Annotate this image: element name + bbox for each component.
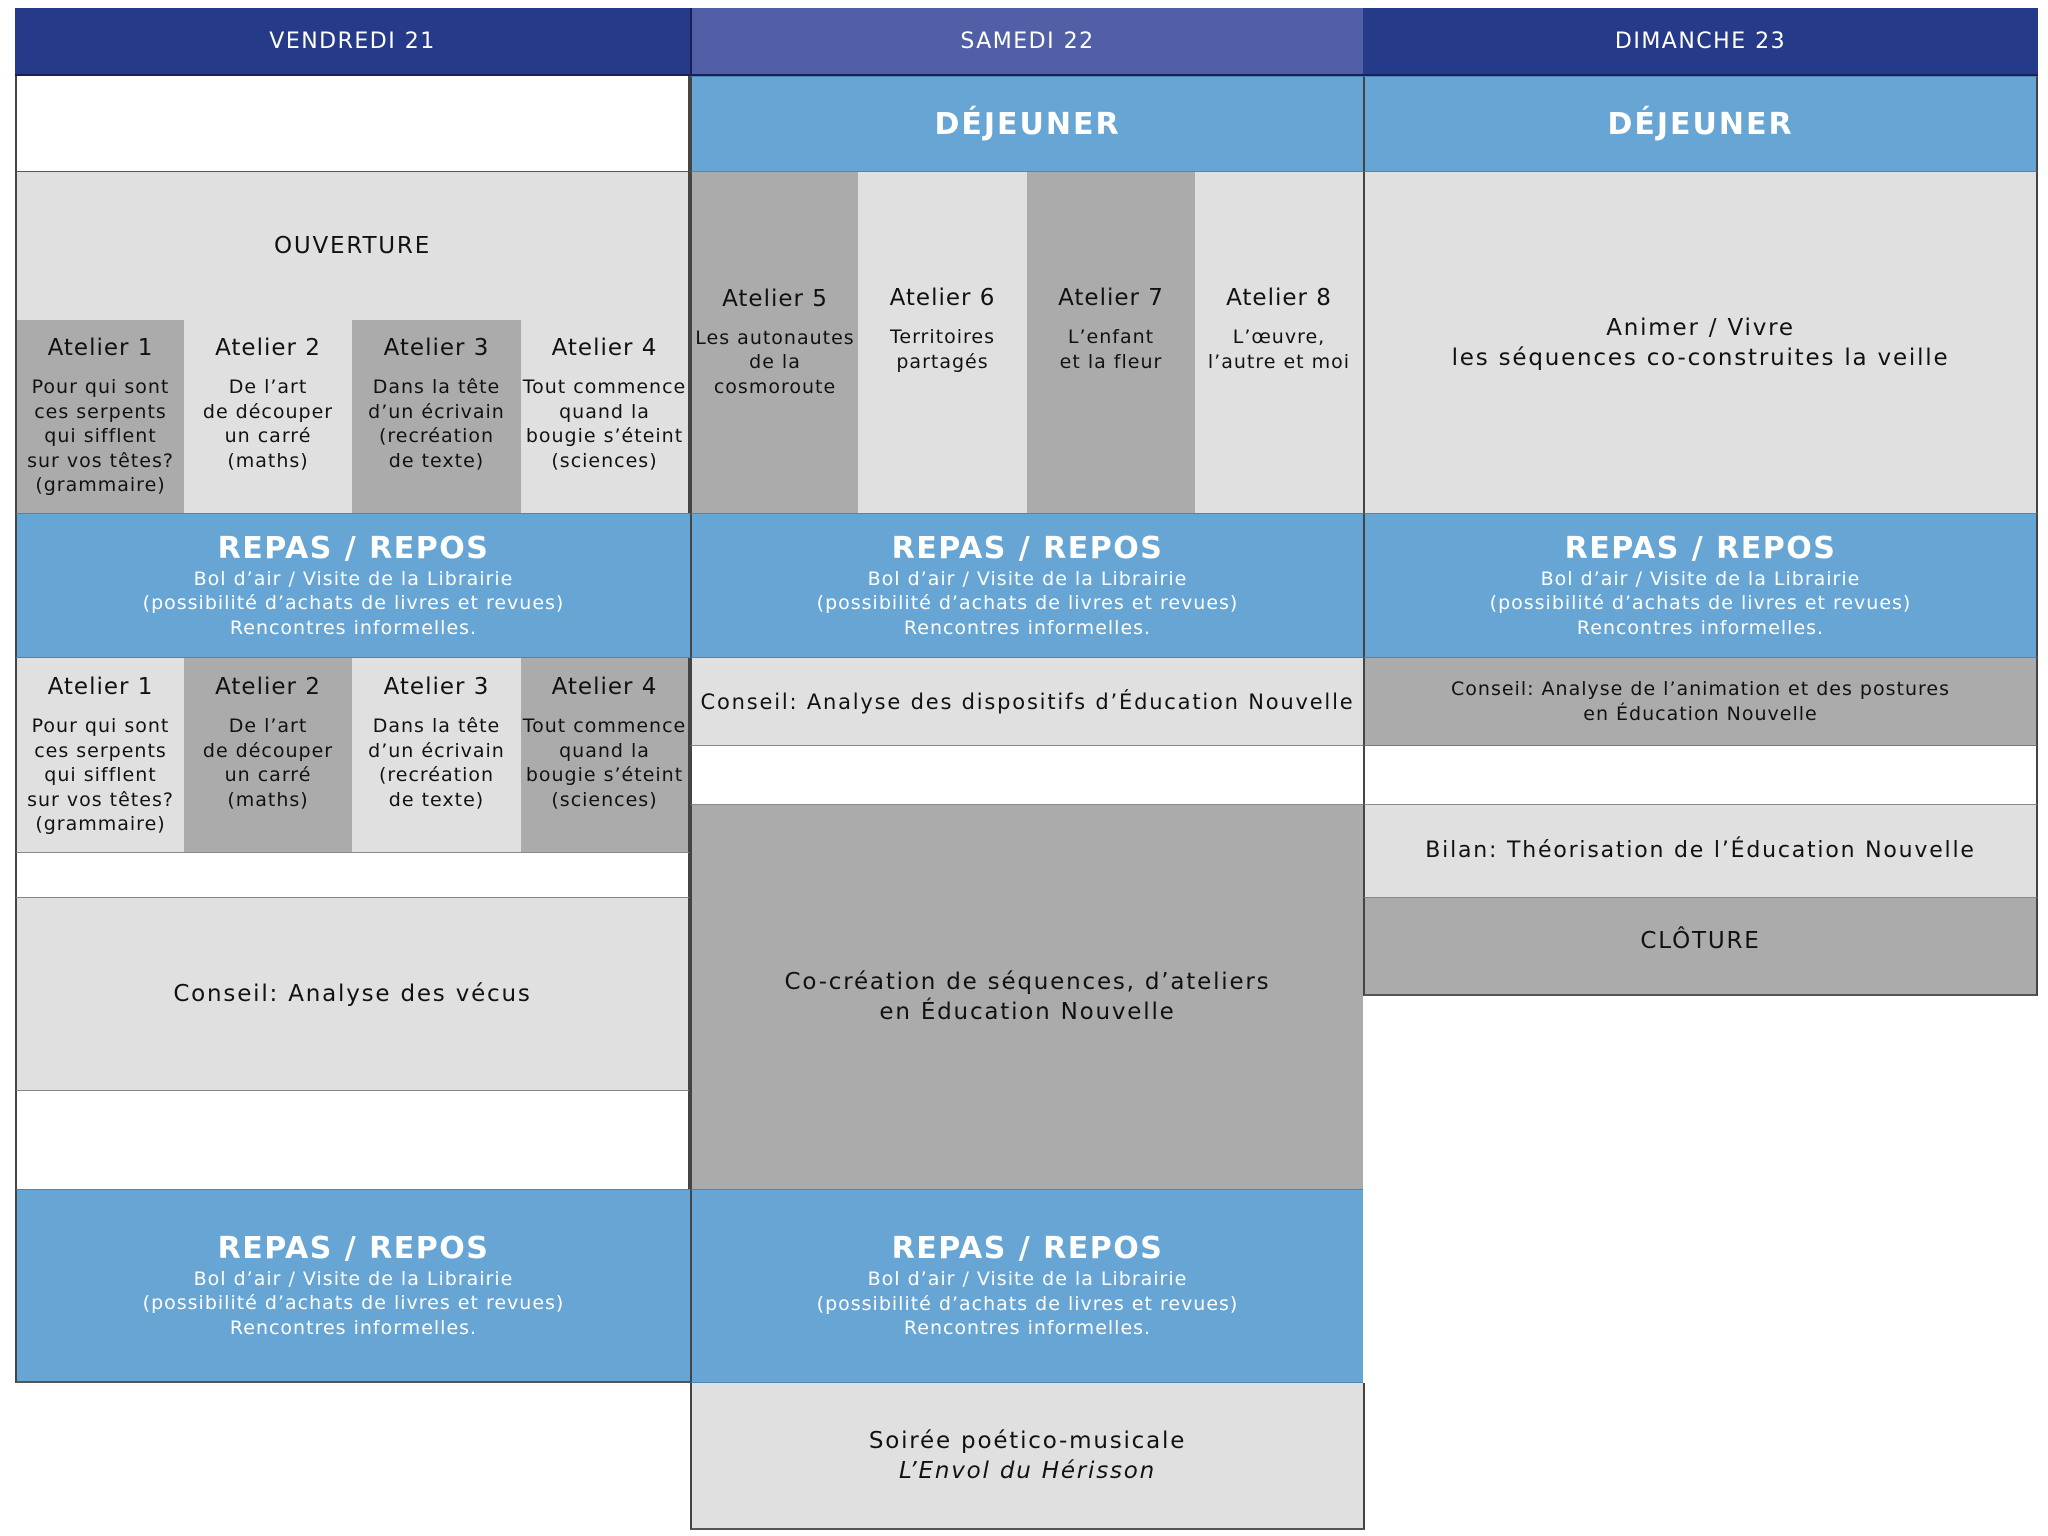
atelier-title: Atelier 1 [47,674,154,700]
atelier-description: L’enfant et la fleur [1059,326,1163,373]
sun-conseil-block [1363,658,2038,746]
fri-pm-atelier-3 [352,658,521,852]
dejeuner-label: DÉJEUNER [1607,106,1794,142]
repas-title: REPAS / REPOS [217,1230,490,1266]
cocreation-line: en Éducation Nouvelle [879,999,1176,1025]
repas-line: (possibilité d’achats de livres et revues) [816,592,1239,615]
atelier-title: Atelier 7 [1058,285,1164,311]
friday-empty-slot [15,76,690,172]
sat-atelier-7 [1027,172,1195,513]
conseil-vecus-label: Conseil: Analyse des vécus [173,981,532,1007]
atelier-description: L’œuvre, l’autre et moi [1207,326,1351,373]
soiree-subtitle: L’Envol du Hérisson [898,1457,1157,1484]
ouverture-label: OUVERTURE [273,233,432,259]
repas-title: REPAS / REPOS [1564,530,1837,566]
atelier-title: Atelier 8 [1226,285,1332,311]
sun-dejeuner [1363,76,2038,172]
atelier-title: Atelier 2 [215,674,321,700]
fri-am-atelier-3 [352,320,521,513]
atelier-description: Pour qui sont ces serpents qui sifflent sur vos têtes? (grammaire) [27,715,174,835]
repas-title: REPAS / REPOS [891,530,1164,566]
sun-animer-line: Animer / Vivre [1606,314,1795,341]
bilan-label: Bilan: Théorisation de l’Éducation Nouvelle [1425,838,1976,863]
friday-gap-1 [15,852,690,898]
repas-line: Rencontres informelles. [903,1317,1152,1340]
fri-repas-2 [15,1189,690,1383]
atelier-title: Atelier 6 [889,285,996,311]
atelier-description: Dans la tête d’un écrivain (recréation de texte) [368,376,505,472]
sat-dejeuner [690,76,1363,172]
atelier-title: Atelier 2 [215,335,321,361]
atelier-description: Tout commence quand la bougie s’éteint (sciences) [522,376,687,472]
atelier-title: Atelier 3 [383,335,490,361]
repas-line: (possibilité d’achats de livres et revues) [1489,592,1912,615]
fri-repas-1 [15,513,690,658]
fri-am-atelier-2 [184,320,352,513]
conseil-vecus-block [15,898,690,1090]
fri-am-atelier-1 [15,320,184,513]
sat-atelier-8 [1195,172,1363,513]
repas-line: (possibilité d’achats de livres et revues) [816,1292,1239,1315]
cloture-block [1363,898,2038,996]
day-header-saturday: SAMEDI 22 [690,8,1363,76]
atelier-title: Atelier 1 [47,335,154,361]
sat-atelier-6 [858,172,1027,513]
atelier-description: De l’art de découper un carré (maths) [202,376,334,472]
atelier-description: Tout commence quand la bougie s’éteint (sciences) [522,715,687,811]
atelier-description: Pour qui sont ces serpents qui sifflent sur vos têtes? (grammaire) [27,376,174,496]
atelier-description: Territoires partagés [890,326,995,373]
dejeuner-label: DÉJEUNER [934,106,1121,142]
soiree-block [690,1383,1365,1530]
sat-gap [690,746,1363,804]
atelier-description: Les autonautes de la cosmoroute [695,326,855,398]
sat-conseil-block [690,658,1363,746]
repas-line: Bol d’air / Visite de la Librairie [1540,567,1861,590]
cloture-label: CLÔTURE [1640,928,1761,954]
bilan-block [1363,804,2038,898]
sun-repas [1363,513,2038,658]
ouverture-block [15,172,690,320]
repas-line: (possibilité d’achats de livres et revues) [142,592,565,615]
fri-pm-atelier-1 [15,658,184,852]
repas-title: REPAS / REPOS [891,1231,1164,1267]
repas-line: Rencontres informelles. [229,616,478,639]
atelier-description: Dans la tête d’un écrivain (recréation de texte) [368,715,505,811]
atelier-title: Atelier 5 [722,285,828,312]
repas-line: Rencontres informelles. [1576,616,1825,639]
fri-pm-atelier-4 [521,658,690,852]
atelier-description: De l’art de découper un carré (maths) [202,715,334,811]
atelier-title: Atelier 4 [551,335,658,361]
repas-line: Bol d’air / Visite de la Librairie [193,1267,514,1290]
sun-animer-block [1363,172,2038,513]
atelier-title: Atelier 4 [551,674,658,700]
repas-line: (possibilité d’achats de livres et revues) [142,1292,565,1315]
repas-line: Bol d’air / Visite de la Librairie [193,567,514,590]
repas-title: REPAS / REPOS [217,530,490,566]
sat-conseil-label: Conseil: Analyse des dispositifs d’Éducation Nouvelle [700,689,1355,714]
repas-line: Bol d’air / Visite de la Librairie [867,567,1188,590]
day-header-sunday: DIMANCHE 23 [1363,8,2038,76]
soiree-title: Soirée poético-musicale [868,1427,1187,1454]
day-header-friday: VENDREDI 21 [15,8,690,76]
sat-atelier-5 [690,172,858,513]
sun-gap [1363,746,2038,804]
repas-line: Rencontres informelles. [229,1316,478,1339]
sat-repas-2 [690,1189,1363,1383]
repas-line: Rencontres informelles. [903,616,1152,639]
cocreation-block [690,804,1363,1189]
repas-line: Bol d’air / Visite de la Librairie [867,1268,1188,1291]
fri-pm-atelier-2 [184,658,352,852]
sun-animer-line: les séquences co-construites la veille [1451,344,1950,371]
fri-am-atelier-4 [521,320,690,513]
friday-gap-2 [15,1090,690,1189]
atelier-title: Atelier 3 [383,674,490,700]
sat-repas-1 [690,513,1363,658]
sun-conseil-line: en Éducation Nouvelle [1583,702,1818,725]
sun-conseil-line: Conseil: Analyse de l’animation et des postures [1451,678,1950,700]
cocreation-line: Co-création de séquences, d’ateliers [784,969,1271,995]
